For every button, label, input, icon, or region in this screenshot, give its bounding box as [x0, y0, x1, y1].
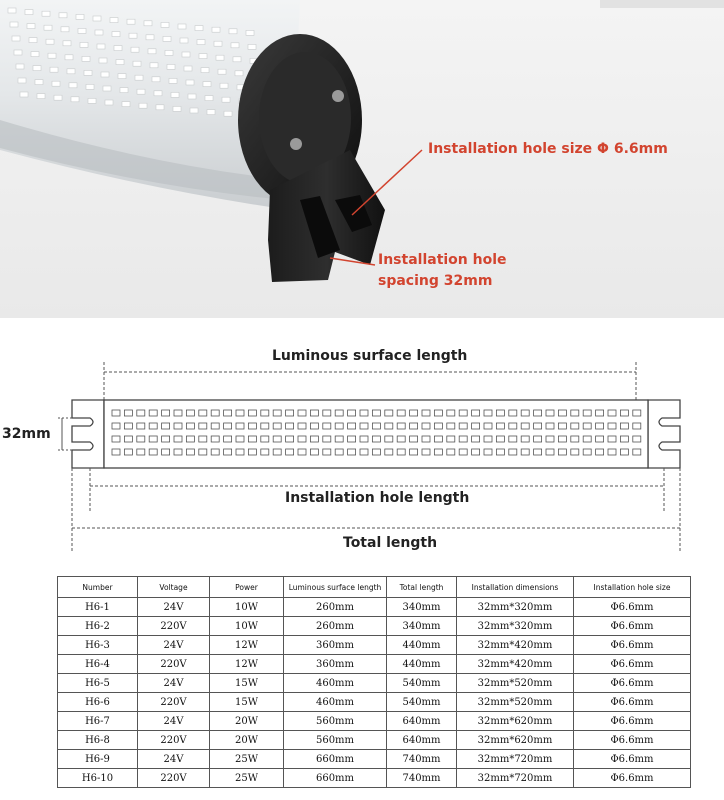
led-dot [42, 11, 50, 16]
led-dot [112, 32, 120, 37]
led-dot [154, 91, 162, 96]
led-dot [173, 106, 181, 111]
column-header: Total length [387, 577, 457, 598]
led-dot [163, 36, 171, 41]
table-row [58, 617, 691, 636]
table-cell: H6-9 [58, 750, 138, 769]
led-dot [246, 30, 254, 35]
led-dot [118, 74, 126, 79]
table-cell: 340mm [387, 617, 457, 636]
led-dot [178, 24, 186, 29]
table-cell: Φ6.6mm [574, 598, 691, 617]
led-dot [8, 8, 16, 13]
led-dot [235, 71, 243, 76]
table-cell: 640mm [387, 731, 457, 750]
led-dot [105, 100, 113, 105]
table-cell: H6-3 [58, 636, 138, 655]
led-dot [25, 10, 33, 15]
led-dot [18, 78, 26, 83]
led-dot [248, 44, 256, 49]
table-cell: 12W [210, 636, 284, 655]
led-dot [31, 52, 39, 57]
table-cell: 540mm [387, 674, 457, 693]
led-dot [205, 96, 213, 101]
table-cell: 32mm*720mm [457, 769, 574, 788]
screw-icon [332, 90, 344, 102]
luminous-length-label: Luminous surface length [272, 348, 468, 364]
table-cell: 360mm [284, 636, 387, 655]
led-dot [190, 108, 198, 113]
table-cell: Φ6.6mm [574, 617, 691, 636]
table-cell: 220V [138, 731, 210, 750]
led-dot [231, 43, 239, 48]
led-dot [199, 54, 207, 59]
led-dot [180, 38, 188, 43]
led-dot [63, 41, 71, 46]
led-dot [127, 19, 135, 24]
led-dot [103, 86, 111, 91]
led-dot [133, 61, 141, 66]
table-cell: 15W [210, 693, 284, 712]
led-dot [61, 27, 69, 32]
led-dot [129, 33, 137, 38]
led-dot [110, 18, 118, 23]
table-cell: 260mm [284, 617, 387, 636]
led-dot [84, 70, 92, 75]
led-dot [86, 84, 94, 89]
led-dot [95, 30, 103, 35]
table-cell: 340mm [387, 598, 457, 617]
table-row [58, 769, 691, 788]
table-cell: H6-4 [58, 655, 138, 674]
table-cell: 440mm [387, 636, 457, 655]
led-dot [165, 50, 173, 55]
table-cell: H6-7 [58, 712, 138, 731]
led-dot [54, 95, 62, 100]
led-dot [220, 83, 228, 88]
table-cell: 740mm [387, 750, 457, 769]
table-cell: 440mm [387, 655, 457, 674]
table-row [58, 750, 691, 769]
led-dot [216, 55, 224, 60]
led-dot [12, 36, 20, 41]
callout-spacing-line1: Installation hole [378, 252, 507, 268]
led-dot [97, 44, 105, 49]
led-dot [139, 103, 147, 108]
led-dot [131, 47, 139, 52]
height-label: 32mm [2, 426, 51, 442]
column-header: Installation dimensions [457, 577, 574, 598]
table-cell: 220V [138, 617, 210, 636]
led-dot [16, 64, 24, 69]
table-cell: H6-10 [58, 769, 138, 788]
table-row [58, 731, 691, 750]
led-dot [144, 21, 152, 26]
led-dot [146, 35, 154, 40]
table-cell: 460mm [284, 674, 387, 693]
table-row [58, 693, 691, 712]
led-dot [14, 50, 22, 55]
table-cell: 24V [138, 674, 210, 693]
table-cell: 360mm [284, 655, 387, 674]
led-dot [214, 41, 222, 46]
table-cell: 32mm*320mm [457, 617, 574, 636]
column-header: Power [210, 577, 284, 598]
table-cell: 220V [138, 769, 210, 788]
led-dot [88, 98, 96, 103]
led-dot [169, 78, 177, 83]
led-dot [80, 42, 88, 47]
table-cell: 10W [210, 617, 284, 636]
table-row [58, 598, 691, 617]
right-end-cap [648, 400, 680, 468]
led-dot [201, 68, 209, 73]
led-dot [203, 82, 211, 87]
table-row [58, 636, 691, 655]
led-dot [120, 88, 128, 93]
led-dot [148, 49, 156, 54]
table-cell: H6-6 [58, 693, 138, 712]
led-dot [29, 38, 37, 43]
table-cell: Φ6.6mm [574, 712, 691, 731]
table-cell: Φ6.6mm [574, 769, 691, 788]
led-dot [229, 29, 237, 34]
led-dot [52, 81, 60, 86]
led-dot [161, 22, 169, 27]
table-body [58, 598, 691, 788]
led-dot [171, 92, 179, 97]
column-header: Luminous surface length [284, 577, 387, 598]
screw-icon [290, 138, 302, 150]
led-dot [186, 80, 194, 85]
led-dot [37, 94, 45, 99]
table-cell: 660mm [284, 769, 387, 788]
led-dot [207, 110, 215, 115]
led-dot [188, 94, 196, 99]
led-dot [122, 102, 130, 107]
table-cell: Φ6.6mm [574, 674, 691, 693]
table-cell: 25W [210, 769, 284, 788]
table-cell: 32mm*720mm [457, 750, 574, 769]
led-dot [33, 66, 41, 71]
table-cell: 560mm [284, 712, 387, 731]
led-dot [71, 97, 79, 102]
led-dot [35, 80, 43, 85]
led-dot [212, 27, 220, 32]
table-cell: 220V [138, 655, 210, 674]
table-cell: 540mm [387, 693, 457, 712]
table-cell: 740mm [387, 769, 457, 788]
led-dot [65, 55, 73, 60]
table-cell: H6-2 [58, 617, 138, 636]
led-dot [222, 97, 230, 102]
led-dot [195, 26, 203, 31]
led-dot [76, 14, 84, 19]
table-cell: 660mm [284, 750, 387, 769]
table-cell: 32mm*620mm [457, 712, 574, 731]
led-dot [156, 105, 164, 110]
left-end-cap [72, 400, 104, 468]
led-dot [10, 22, 18, 27]
table-cell: 32mm*420mm [457, 655, 574, 674]
table-cell: 12W [210, 655, 284, 674]
table-cell: Φ6.6mm [574, 750, 691, 769]
led-dot [50, 67, 58, 72]
led-dot [59, 13, 67, 18]
table-cell: 32mm*620mm [457, 731, 574, 750]
table-cell: 20W [210, 712, 284, 731]
led-dot [184, 66, 192, 71]
callout-hole-size: Installation hole size Φ 6.6mm [428, 141, 668, 157]
table-cell: 20W [210, 731, 284, 750]
table-row [58, 655, 691, 674]
table-cell: 15W [210, 674, 284, 693]
table-header-row [58, 577, 691, 598]
led-dot [27, 24, 35, 29]
table-cell: 24V [138, 712, 210, 731]
table-cell: 25W [210, 750, 284, 769]
led-dot [114, 46, 122, 51]
table-cell: Φ6.6mm [574, 731, 691, 750]
led-dot [20, 92, 28, 97]
led-dot [44, 25, 52, 30]
spec-table [57, 576, 691, 788]
table-cell: Φ6.6mm [574, 693, 691, 712]
table-cell: 24V [138, 750, 210, 769]
table-cell: 32mm*520mm [457, 674, 574, 693]
table-cell: H6-8 [58, 731, 138, 750]
led-dot [82, 56, 90, 61]
led-dot [135, 75, 143, 80]
led-dot [233, 57, 241, 62]
led-dot [150, 63, 158, 68]
total-length-label: Total length [343, 535, 438, 551]
table-cell: H6-1 [58, 598, 138, 617]
led-dot [167, 64, 175, 69]
callout-spacing-line2: spacing 32mm [378, 273, 493, 289]
column-header: Installation hole size [574, 577, 691, 598]
led-dot [46, 39, 54, 44]
table-cell: 640mm [387, 712, 457, 731]
table-cell: H6-5 [58, 674, 138, 693]
dimension-diagram [0, 318, 724, 568]
led-dot [48, 53, 56, 58]
table-cell: 24V [138, 598, 210, 617]
led-dot [67, 69, 75, 74]
install-length-label: Installation hole length [285, 490, 470, 506]
led-dot [99, 58, 107, 63]
table-cell: 560mm [284, 731, 387, 750]
led-dot [224, 111, 232, 116]
table-cell: 460mm [284, 693, 387, 712]
table-row [58, 674, 691, 693]
led-dot [218, 69, 226, 74]
led-dot [152, 77, 160, 82]
led-dot [93, 16, 101, 21]
led-dot [197, 40, 205, 45]
column-header: Number [58, 577, 138, 598]
table-cell: 24V [138, 636, 210, 655]
led-dot [116, 60, 124, 65]
table-cell: Φ6.6mm [574, 655, 691, 674]
table-cell: 32mm*420mm [457, 636, 574, 655]
table-cell: 32mm*320mm [457, 598, 574, 617]
led-dot [78, 28, 86, 33]
table-cell: 10W [210, 598, 284, 617]
led-dot [101, 72, 109, 77]
led-dot [137, 89, 145, 94]
table-cell: 220V [138, 693, 210, 712]
column-header: Voltage [138, 577, 210, 598]
table-cell: 260mm [284, 598, 387, 617]
product-photo [0, 0, 724, 318]
led-dot [69, 83, 77, 88]
led-dot [182, 52, 190, 57]
table-row [58, 712, 691, 731]
table-cell: Φ6.6mm [574, 636, 691, 655]
table-cell: 32mm*520mm [457, 693, 574, 712]
